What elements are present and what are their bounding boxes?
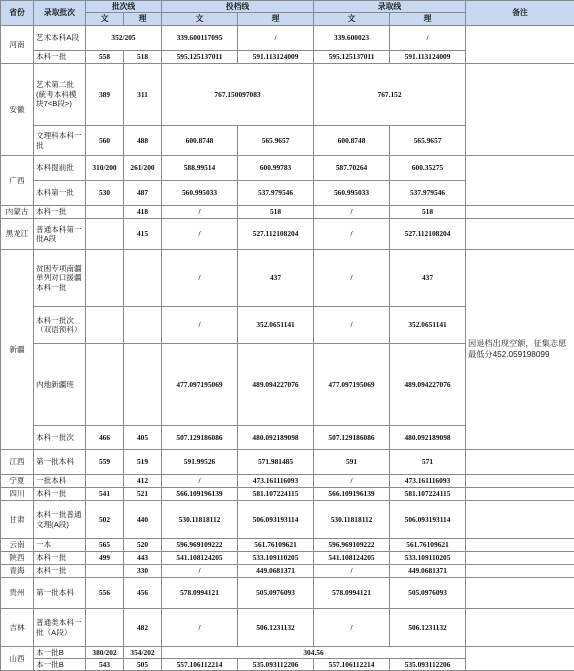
batch-li-cell: 482 [124,609,162,647]
file-li-cell: 506.093193114 [238,501,314,539]
batch-line-cell: 352/205 [86,26,162,51]
file-li-cell: 565.9657 [238,126,314,156]
admit-wen-cell: / [314,206,390,219]
note-cell [466,64,574,156]
batch-wen-cell: 565 [86,539,124,552]
file-line-cell: 767.150097083 [162,64,314,126]
note-cell [466,539,574,552]
admit-wen-cell: 557.106112214 [314,659,390,671]
note-cell [466,450,574,475]
file-li-cell: 527.112108204 [238,219,314,250]
file-li-cell: 505.0976093 [238,578,314,609]
note-cell [466,647,574,671]
batch-wen-cell: 380/202 [86,647,124,659]
table-row [1,64,574,126]
batch-cell: 艺术本科A段 [34,26,86,51]
file-wen-cell: / [162,475,238,488]
file-wen-cell: / [162,609,238,647]
batch-wen-cell [86,219,124,250]
file-li-cell: 591.113124009 [238,51,314,64]
batch-li-cell [124,344,162,426]
table-row [1,206,574,219]
file-wen-cell: 578.0994121 [162,578,238,609]
file-li-cell: 518 [238,206,314,219]
file-li-cell: 533.109110205 [238,552,314,565]
batch-wen-cell: 389 [86,64,124,126]
batch-wen-cell [86,250,124,307]
batch-li-cell: 440 [124,501,162,539]
batch-li-cell: 405 [124,426,162,450]
header-admit-wen: 文 [314,13,390,26]
batch-cell: 第一批本科 [34,450,86,475]
batch-li-cell: 412 [124,475,162,488]
table-row [1,565,574,578]
batch-cell: 本科一批 [34,206,86,219]
admit-wen-cell: 477.097195069 [314,344,390,426]
batch-li-cell: 311 [124,64,162,126]
batch-li-cell: 443 [124,552,162,565]
table-row [1,488,574,501]
batch-cell: 本科一批 [34,552,86,565]
province-cell: 宁夏 [1,475,34,488]
file-wen-cell: / [162,219,238,250]
batch-wen-cell [86,475,124,488]
batch-cell: 文理科本科一批 [34,126,86,156]
file-wen-cell: 477.097195069 [162,344,238,426]
file-li-cell: 489.094227076 [238,344,314,426]
header-batch-wen: 文 [86,13,124,26]
admit-wen-cell: / [314,250,390,307]
file-wen-cell: / [162,250,238,307]
header-batch-line: 批次线 [86,1,162,13]
batch-cell: 艺术第二批(統考本科模块7<B段>) [34,64,86,126]
file-li-cell: 571.981485 [238,450,314,475]
batch-wen-cell: 502 [86,501,124,539]
batch-wen-cell [86,307,124,344]
file-admit-line-cell: 304.56 [162,647,466,659]
admit-wen-cell: / [314,565,390,578]
admit-li-cell: 581.107224115 [390,488,466,501]
admit-li-cell: 527.112108204 [390,219,466,250]
batch-cell: 贫困专项南疆单列对口援疆本科一批 [34,250,86,307]
file-wen-cell: 595.125137011 [162,51,238,64]
admit-wen-cell: 595.125137011 [314,51,390,64]
file-li-cell: / [238,26,314,51]
admit-li-cell: 480.092189098 [390,426,466,450]
batch-li-cell: 520 [124,539,162,552]
header-row-top [1,1,574,13]
admit-li-cell: 571 [390,450,466,475]
batch-cell: 第一批本科 [34,578,86,609]
file-li-cell: 352.0651141 [238,307,314,344]
table-row [1,250,574,307]
province-cell: 江西 [1,450,34,475]
batch-wen-cell: 541 [86,488,124,501]
note-cell [466,488,574,501]
province-cell: 河南 [1,26,34,64]
admit-li-cell: 533.109110205 [390,552,466,565]
file-li-cell: 561.76109621 [238,539,314,552]
table-row [1,450,574,475]
admit-wen-cell: 591 [314,450,390,475]
batch-li-cell: 418 [124,206,162,219]
table-row [1,475,574,488]
batch-wen-cell: 530 [86,181,124,206]
admit-wen-cell: 566.109196139 [314,488,390,501]
province-cell: 内蒙古 [1,206,34,219]
file-li-cell: 437 [238,250,314,307]
batch-wen-cell [86,565,124,578]
batch-cell: 本科一批次 [34,426,86,450]
file-wen-cell: 530.11818112 [162,501,238,539]
batch-cell: 本科第一批 [34,181,86,206]
batch-cell: 本科一批 [34,51,86,64]
batch-li-cell [124,250,162,307]
admit-li-cell: 600.35275 [390,156,466,181]
batch-wen-cell: 543 [86,659,124,671]
table-row [1,647,574,659]
table-row [1,578,574,609]
file-wen-cell: 507.129186086 [162,426,238,450]
admit-li-cell: / [390,26,466,51]
table-row [1,539,574,552]
batch-cell: 普通本科第一批A段 [34,219,86,250]
admit-li-cell: 535.093112206 [390,659,466,671]
file-wen-cell: 566.109196139 [162,488,238,501]
batch-li-cell: 261/200 [124,156,162,181]
province-cell: 甘肃 [1,501,34,539]
file-wen-cell: 557.106112214 [162,659,238,671]
province-cell: 贵州 [1,578,34,609]
admit-wen-cell: / [314,307,390,344]
admit-li-cell: 505.0976093 [390,578,466,609]
admit-wen-cell: 530.11818112 [314,501,390,539]
admit-wen-cell: 560.995033 [314,181,390,206]
file-li-cell: 449.0681371 [238,565,314,578]
batch-cell: 本科一批次（双语预科） [34,307,86,344]
file-li-cell: 480.092189098 [238,426,314,450]
batch-li-cell: 354/202 [124,647,162,659]
table-row [1,26,574,51]
table-row [1,156,574,181]
admit-wen-cell: 600.8748 [314,126,390,156]
file-wen-cell: 560.995033 [162,181,238,206]
admit-wen-cell: 541.108124205 [314,552,390,565]
admit-wen-cell: / [314,609,390,647]
file-li-cell: 535.093112206 [238,659,314,671]
batch-wen-cell: 559 [86,450,124,475]
admit-wen-cell: / [314,475,390,488]
header-province: 省份 [1,1,34,26]
province-cell: 新疆 [1,250,34,450]
admit-wen-cell: / [314,219,390,250]
file-wen-cell: 600.8748 [162,126,238,156]
header-file-line: 投档线 [162,1,314,13]
batch-li-cell: 521 [124,488,162,501]
header-file-wen: 文 [162,13,238,26]
batch-li-cell: 488 [124,126,162,156]
admit-li-cell: 473.161116093 [390,475,466,488]
note-cell [466,578,574,609]
batch-wen-cell: 499 [86,552,124,565]
admit-li-cell: 352.0651141 [390,307,466,344]
batch-wen-cell: 466 [86,426,124,450]
batch-cell: 本科一批普通文理(A段) [34,501,86,539]
admit-li-cell: 565.9657 [390,126,466,156]
note-cell [466,206,574,219]
batch-li-cell: 505 [124,659,162,671]
note-cell [466,156,574,206]
table-row [1,219,574,250]
admit-li-cell: 561.76109621 [390,539,466,552]
admit-wen-cell: 339.600023 [314,26,390,51]
province-cell: 山西 [1,647,34,671]
note-cell [466,26,574,64]
province-cell: 吉林 [1,609,34,647]
batch-wen-cell [86,344,124,426]
admit-li-cell: 437 [390,250,466,307]
file-li-cell: 537.979546 [238,181,314,206]
header-admit-line: 录取线 [314,1,466,13]
file-li-cell: 581.107224115 [238,488,314,501]
batch-li-cell: 519 [124,450,162,475]
header-batch: 录取批次 [34,1,86,26]
file-wen-cell: / [162,206,238,219]
province-cell: 云南 [1,539,34,552]
batch-wen-cell: 556 [86,578,124,609]
admit-li-cell: 518 [390,206,466,219]
file-li-cell: 506.1231132 [238,609,314,647]
batch-cell: 内地新疆班 [34,344,86,426]
admit-wen-cell: 587.70264 [314,156,390,181]
batch-wen-cell: 560 [86,126,124,156]
province-cell: 黑龙江 [1,219,34,250]
batch-cell: 一本 [34,539,86,552]
batch-li-cell [124,307,162,344]
admit-line-cell: 767.152 [314,64,466,126]
batch-wen-cell [86,206,124,219]
file-wen-cell: 588.99514 [162,156,238,181]
file-wen-cell: 591.99526 [162,450,238,475]
batch-wen-cell: 310/200 [86,156,124,181]
file-li-cell: 600.99783 [238,156,314,181]
batch-li-cell: 456 [124,578,162,609]
file-wen-cell: / [162,307,238,344]
admit-li-cell: 449.0681371 [390,565,466,578]
batch-li-cell: 487 [124,181,162,206]
batch-cell: 本一批B [34,647,86,659]
header-file-li: 理 [238,13,314,26]
batch-li-cell: 330 [124,565,162,578]
batch-cell: 本一批B [34,659,86,671]
batch-cell: 本科提前批 [34,156,86,181]
province-cell: 广西 [1,156,34,206]
province-cell: 安徽 [1,64,34,156]
province-cell: 四川 [1,488,34,501]
table-row [1,552,574,565]
admit-li-cell: 506.1231132 [390,609,466,647]
batch-li-cell: 415 [124,219,162,250]
batch-wen-cell: 558 [86,51,124,64]
note-cell [466,219,574,250]
batch-cell: 本科一批 [34,488,86,501]
note-cell [466,552,574,565]
admit-wen-cell: 578.0994121 [314,578,390,609]
admit-li-cell: 591.113124009 [390,51,466,64]
note-cell [466,501,574,539]
note-cell [466,475,574,488]
admit-li-cell: 489.094227076 [390,344,466,426]
admit-li-cell: 537.979546 [390,181,466,206]
note-cell [466,565,574,578]
batch-cell: 本科一批 [34,565,86,578]
province-cell: 青海 [1,565,34,578]
admit-wen-cell: 596.969109222 [314,539,390,552]
file-wen-cell: 541.108124205 [162,552,238,565]
province-cell: 陕西 [1,552,34,565]
file-wen-cell: 596.969109222 [162,539,238,552]
header-note: 备注 [466,1,574,26]
note-cell: 因退档出现空额，征集志愿最低分452.059198099 [466,250,574,450]
table-row [1,501,574,539]
admit-wen-cell: 507.129186086 [314,426,390,450]
file-wen-cell: / [162,565,238,578]
batch-cell: 普通类本科一批（A段） [34,609,86,647]
file-wen-cell: 339.600117095 [162,26,238,51]
header-admit-li: 理 [390,13,466,26]
file-li-cell: 473.161116093 [238,475,314,488]
admit-li-cell: 506.093193114 [390,501,466,539]
batch-li-cell: 518 [124,51,162,64]
batch-cell: 一批本科 [34,475,86,488]
header-batch-li: 理 [124,13,162,26]
